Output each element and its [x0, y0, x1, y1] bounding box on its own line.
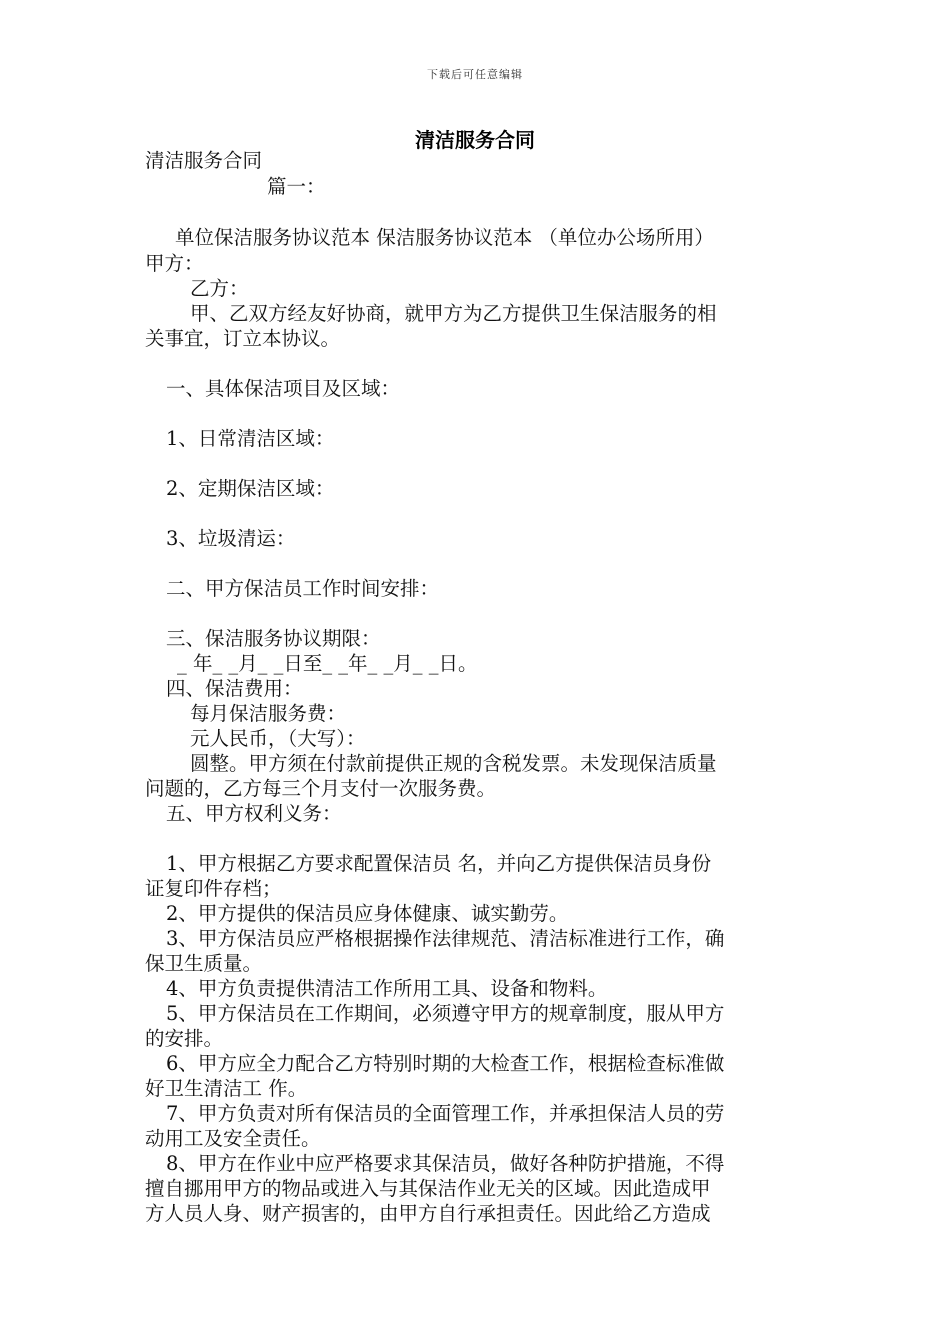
text-line: 3、甲方保洁员应严格根据操作法律规范、清洁标准进行工作，确 — [166, 927, 725, 950]
text-line: 2、甲方提供的保洁员应身体健康、诚实勤劳。 — [166, 902, 569, 925]
text-line: 四、保洁费用： — [166, 677, 303, 700]
text-line: 甲、乙双方经友好协商，就甲方为乙方提供卫生保洁服务的相 — [190, 302, 717, 325]
text-line: 证复印件存档； — [145, 877, 282, 900]
text-line: 4、甲方负责提供清洁工作所用工具、设备和物料。 — [166, 977, 608, 1000]
text-line: 问题的，乙方每三个月支付一次服务费。 — [145, 777, 497, 800]
text-line: 动用工及安全责任。 — [145, 1127, 321, 1150]
text-line: 单位保洁服务协议范本 保洁服务协议范本 （单位办公场所用） — [175, 226, 714, 249]
text-line: 每月保洁服务费： — [190, 702, 347, 725]
text-line: 7、甲方负责对所有保洁员的全面管理工作，并承担保洁人员的劳 — [166, 1102, 725, 1125]
text-line: 元人民币，（大写）： — [190, 727, 366, 750]
text-line: 8、甲方在作业中应严格要求其保洁员，做好各种防护措施，不得 — [166, 1152, 725, 1175]
text-line: 保卫生质量。 — [145, 952, 263, 975]
text-line: 擅自挪用甲方的物品或进入与其保洁作业无关的区域。因此造成甲 — [145, 1177, 711, 1200]
text-line: 一、具体保洁项目及区域： — [166, 377, 401, 400]
text-line: 5、甲方保洁员在工作期间，必须遵守甲方的规章制度，服从甲方 — [166, 1002, 725, 1025]
text-line: 五、甲方权利义务： — [166, 802, 342, 825]
text-line: 3、垃圾清运： — [166, 527, 296, 550]
text-line: 篇一： — [267, 175, 326, 198]
header-note: 下载后可任意编辑 — [427, 68, 523, 81]
text-line: 的安排。 — [145, 1027, 224, 1050]
text-line: 方人员人身、财产损害的，由甲方自行承担责任。因此给乙方造成 — [145, 1202, 711, 1225]
text-line: 乙方： — [190, 277, 249, 300]
text-line: 1、日常清洁区域： — [166, 427, 335, 450]
text-line: 6、甲方应全力配合乙方特别时期的大检查工作，根据检查标准做 — [166, 1052, 725, 1075]
text-line: _ 年_ _月_ _日至_ _年_ _月_ _日。 — [177, 652, 478, 675]
text-line: 圆整。甲方须在付款前提供正规的含税发票。未发现保洁质量 — [190, 752, 717, 775]
text-line: 好卫生清洁工 作。 — [145, 1077, 308, 1100]
text-line: 2、定期保洁区域： — [166, 477, 335, 500]
text-line: 1、甲方根据乙方要求配置保洁员 名，并向乙方提供保洁员身份 — [166, 852, 712, 875]
document-title: 清洁服务合同 — [415, 128, 535, 152]
text-line: 关事宜，订立本协议。 — [145, 327, 341, 350]
text-line: 二、甲方保洁员工作时间安排： — [166, 577, 440, 600]
text-line: 甲方： — [145, 252, 204, 275]
text-line: 三、保洁服务协议期限： — [166, 627, 381, 650]
text-line: 清洁服务合同 — [145, 149, 263, 172]
